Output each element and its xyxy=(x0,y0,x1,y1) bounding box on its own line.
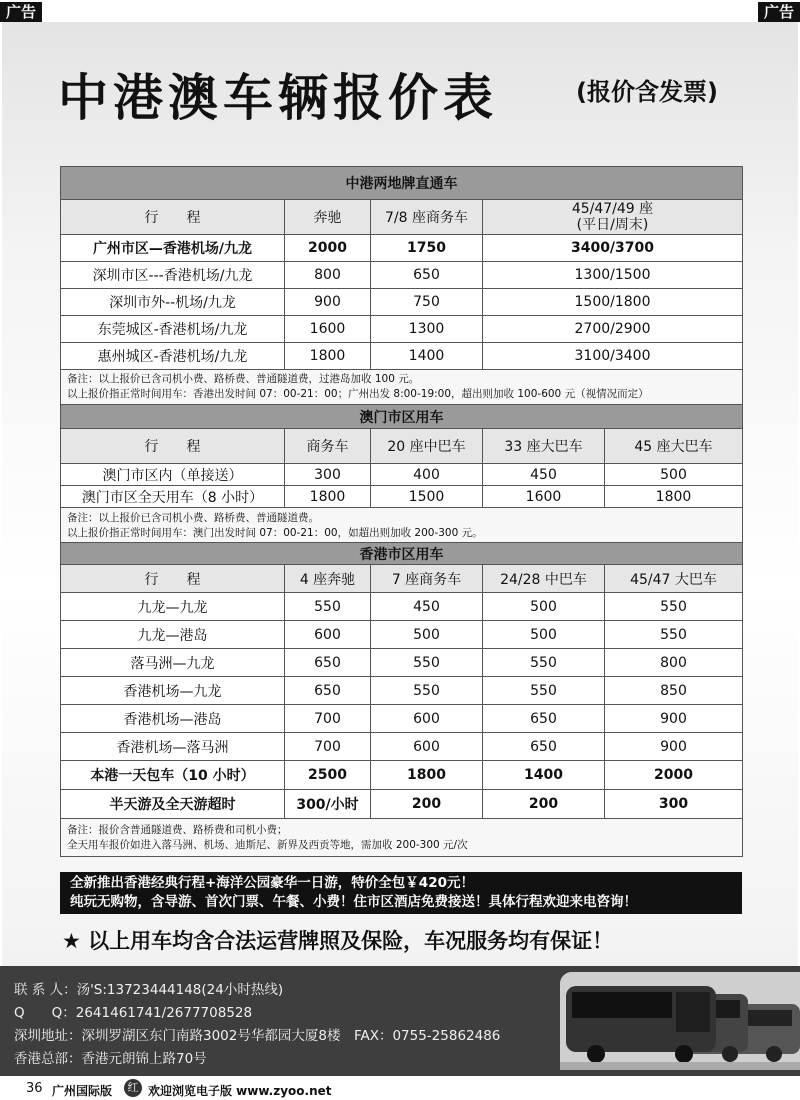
price-cell: 300/小时 xyxy=(285,790,371,819)
price-cell: 600 xyxy=(285,621,371,649)
price-cell: 1500 xyxy=(371,486,483,508)
price-cell: 700 xyxy=(285,733,371,761)
ad-label-right: 广告 xyxy=(758,2,800,22)
promo-banner xyxy=(60,872,742,914)
route-cell: 本港一天包车（10 小时） xyxy=(61,761,285,790)
route-cell: 澳门市区内（单接送） xyxy=(61,464,285,486)
notes-row xyxy=(61,508,743,544)
contact-sz-address: 深圳地址：深圳罗湖区东门南路3002号华都园大厦8楼 FAX：0755-25862486 xyxy=(14,1028,501,1044)
coach-bus-illustration xyxy=(560,972,800,1070)
column-header: 45/47 大巴车 xyxy=(605,565,743,593)
page-subtitle: (报价含发票) xyxy=(576,78,718,106)
route-cell: 九龙—九龙 xyxy=(61,593,285,621)
price-cell: 450 xyxy=(483,464,605,486)
website-link[interactable]: 欢迎浏览电子版 www.zyoo.net xyxy=(148,1084,332,1098)
promo-line: 全新推出香港经典行程+海洋公园豪华一日游，特价全包￥420元！ xyxy=(70,875,474,891)
price-cell: 2000 xyxy=(285,235,371,262)
macau-price-table xyxy=(60,404,743,544)
magazine-name: 广州国际版 xyxy=(52,1084,113,1098)
price-cell: 550 xyxy=(605,593,743,621)
price-cell: 550 xyxy=(483,677,605,705)
price-cell: 550 xyxy=(285,593,371,621)
column-header: 4 座奔驰 xyxy=(285,565,371,593)
column-header: 33 座大巴车 xyxy=(483,429,605,464)
price-cell: 500 xyxy=(605,464,743,486)
column-header-line: (平日/周末) xyxy=(576,217,649,233)
price-cell: 550 xyxy=(605,621,743,649)
notes-cell xyxy=(61,819,743,857)
price-cell: 600 xyxy=(371,733,483,761)
note-line: 备注：以上报价已含司机小费、路桥费、普通隧道费。 xyxy=(67,511,319,524)
cross-border-heading: 中港两地牌直通车 xyxy=(61,167,743,200)
table-row xyxy=(61,262,743,289)
price-cell: 1600 xyxy=(285,316,371,343)
price-cell: 650 xyxy=(483,733,605,761)
table-row xyxy=(61,486,743,508)
route-cell: 广州市区—香港机场/九龙 xyxy=(61,235,285,262)
price-cell: 800 xyxy=(285,262,371,289)
price-cell: 1800 xyxy=(285,486,371,508)
route-cell: 香港机场—落马洲 xyxy=(61,733,285,761)
contact-person: 联 系 人：汤'S:13723444148(24小时热线) xyxy=(14,982,284,998)
price-cell: 900 xyxy=(605,705,743,733)
guarantee-statement: ★ 以上用车均含合法运营牌照及保险，车况服务均有保证！ xyxy=(62,929,614,953)
coach-bus-photo xyxy=(560,972,800,1070)
price-cell: 1300 xyxy=(371,316,483,343)
route-cell: 澳门市区全天用车（8 小时） xyxy=(61,486,285,508)
note-line: 全天用车报价如进入落马洲、机场、迪斯尼、新界及西贡等地，需加收 200-300 元/次 xyxy=(67,838,468,851)
route-cell: 深圳市外--机场/九龙 xyxy=(61,289,285,316)
page-footer xyxy=(0,1076,800,1100)
cross-border-price-table xyxy=(60,166,743,405)
top-banner xyxy=(0,0,800,22)
route-cell: 香港机场—九龙 xyxy=(61,677,285,705)
price-cell: 200 xyxy=(371,790,483,819)
table-row xyxy=(61,790,743,819)
contact-hk-hq: 香港总部：香港元朗锦上路70号 xyxy=(14,1051,207,1067)
price-cell: 1600 xyxy=(483,486,605,508)
price-cell: 1800 xyxy=(371,761,483,790)
column-header: 商务车 xyxy=(285,429,371,464)
price-cell: 1400 xyxy=(371,343,483,370)
price-cell: 2000 xyxy=(605,761,743,790)
column-header xyxy=(483,200,743,235)
price-cell: 1400 xyxy=(483,761,605,790)
price-cell: 650 xyxy=(483,705,605,733)
table-header-row xyxy=(61,200,743,235)
price-cell: 500 xyxy=(483,593,605,621)
route-cell: 惠州城区-香港机场/九龙 xyxy=(61,343,285,370)
price-cell: 650 xyxy=(285,677,371,705)
route-cell: 九龙—港岛 xyxy=(61,621,285,649)
price-cell: 700 xyxy=(285,705,371,733)
note-line: 以上报价指正常时间用车：香港出发时间 07：00-21：00；广州出发 8:00-19:00，超出则加收 100-600 元（视情况而定） xyxy=(67,388,649,400)
price-cell: 500 xyxy=(371,621,483,649)
notes-row xyxy=(61,370,743,405)
price-cell: 900 xyxy=(285,289,371,316)
page-title: 中港澳车辆报价表 xyxy=(58,69,498,127)
note-line: 以上报价指正常时间用车：澳门出发时间 07：00-21：00，如超出则加收 200-300 元。 xyxy=(67,526,483,539)
price-cell: 650 xyxy=(371,262,483,289)
column-header: 奔驰 xyxy=(285,200,371,235)
price-cell: 3400/3700 xyxy=(483,235,743,262)
table-row xyxy=(61,649,743,677)
price-cell: 1500/1800 xyxy=(483,289,743,316)
route-cell: 东莞城区-香港机场/九龙 xyxy=(61,316,285,343)
price-cell: 450 xyxy=(371,593,483,621)
column-header: 7/8 座商务车 xyxy=(371,200,483,235)
price-cell: 2500 xyxy=(285,761,371,790)
route-cell: 落马洲—九龙 xyxy=(61,649,285,677)
macau-heading: 澳门市区用车 xyxy=(61,405,743,429)
price-cell: 1800 xyxy=(605,486,743,508)
column-header: 24/28 中巴车 xyxy=(483,565,605,593)
price-cell: 300 xyxy=(605,790,743,819)
price-cell: 800 xyxy=(605,649,743,677)
table-row xyxy=(61,343,743,370)
note-line: 备注：以上报价已含司机小费、路桥费、普通隧道费，过港岛加收 100 元。 xyxy=(67,373,420,385)
price-cell: 1750 xyxy=(371,235,483,262)
notes-cell xyxy=(61,508,743,544)
route-column-header: 行 程 xyxy=(61,565,285,593)
column-header: 45 座大巴车 xyxy=(605,429,743,464)
price-cell: 3100/3400 xyxy=(483,343,743,370)
table-row xyxy=(61,464,743,486)
table-row xyxy=(61,289,743,316)
price-cell: 650 xyxy=(285,649,371,677)
page-number: 36 xyxy=(26,1081,43,1096)
route-cell: 香港机场—港岛 xyxy=(61,705,285,733)
price-cell: 550 xyxy=(371,677,483,705)
price-cell: 400 xyxy=(371,464,483,486)
price-cell: 550 xyxy=(483,649,605,677)
table-row xyxy=(61,235,743,262)
price-cell: 200 xyxy=(483,790,605,819)
table-row xyxy=(61,593,743,621)
route-column-header: 行 程 xyxy=(61,200,285,235)
magazine-logo: 红 xyxy=(124,1079,142,1097)
notes-row xyxy=(61,819,743,857)
price-cell: 550 xyxy=(371,649,483,677)
route-cell: 深圳市区---香港机场/九龙 xyxy=(61,262,285,289)
table-row xyxy=(61,621,743,649)
contact-qq: Q Q：2641461741/2677708528 xyxy=(14,1005,253,1021)
price-cell: 900 xyxy=(605,733,743,761)
table-row xyxy=(61,705,743,733)
price-cell: 1800 xyxy=(285,343,371,370)
note-line: 备注：报价含普通隧道费、路桥费和司机小费； xyxy=(67,823,288,836)
price-cell: 300 xyxy=(285,464,371,486)
price-cell: 1300/1500 xyxy=(483,262,743,289)
price-cell: 600 xyxy=(371,705,483,733)
route-cell: 半天游及全天游超时 xyxy=(61,790,285,819)
column-header: 7 座商务车 xyxy=(371,565,483,593)
table-row xyxy=(61,677,743,705)
price-cell: 500 xyxy=(483,621,605,649)
price-cell: 850 xyxy=(605,677,743,705)
column-header-line: 45/47/49 座 xyxy=(571,201,654,217)
table-row xyxy=(61,733,743,761)
promo-line: 纯玩无购物，含导游、首次门票、午餐、小费！住市区酒店免费接送！具体行程欢迎来电咨询！ xyxy=(70,894,637,910)
price-cell: 750 xyxy=(371,289,483,316)
contact-panel xyxy=(0,966,800,1076)
ad-label-left: 广告 xyxy=(0,2,42,22)
price-cell: 2700/2900 xyxy=(483,316,743,343)
route-column-header: 行 程 xyxy=(61,429,285,464)
hk-city-price-table xyxy=(60,542,743,857)
table-row xyxy=(61,316,743,343)
hk-city-heading: 香港市区用车 xyxy=(61,543,743,565)
column-header: 20 座中巴车 xyxy=(371,429,483,464)
table-header-row xyxy=(61,565,743,593)
table-row xyxy=(61,761,743,790)
table-header-row xyxy=(61,429,743,464)
notes-cell xyxy=(61,370,743,405)
